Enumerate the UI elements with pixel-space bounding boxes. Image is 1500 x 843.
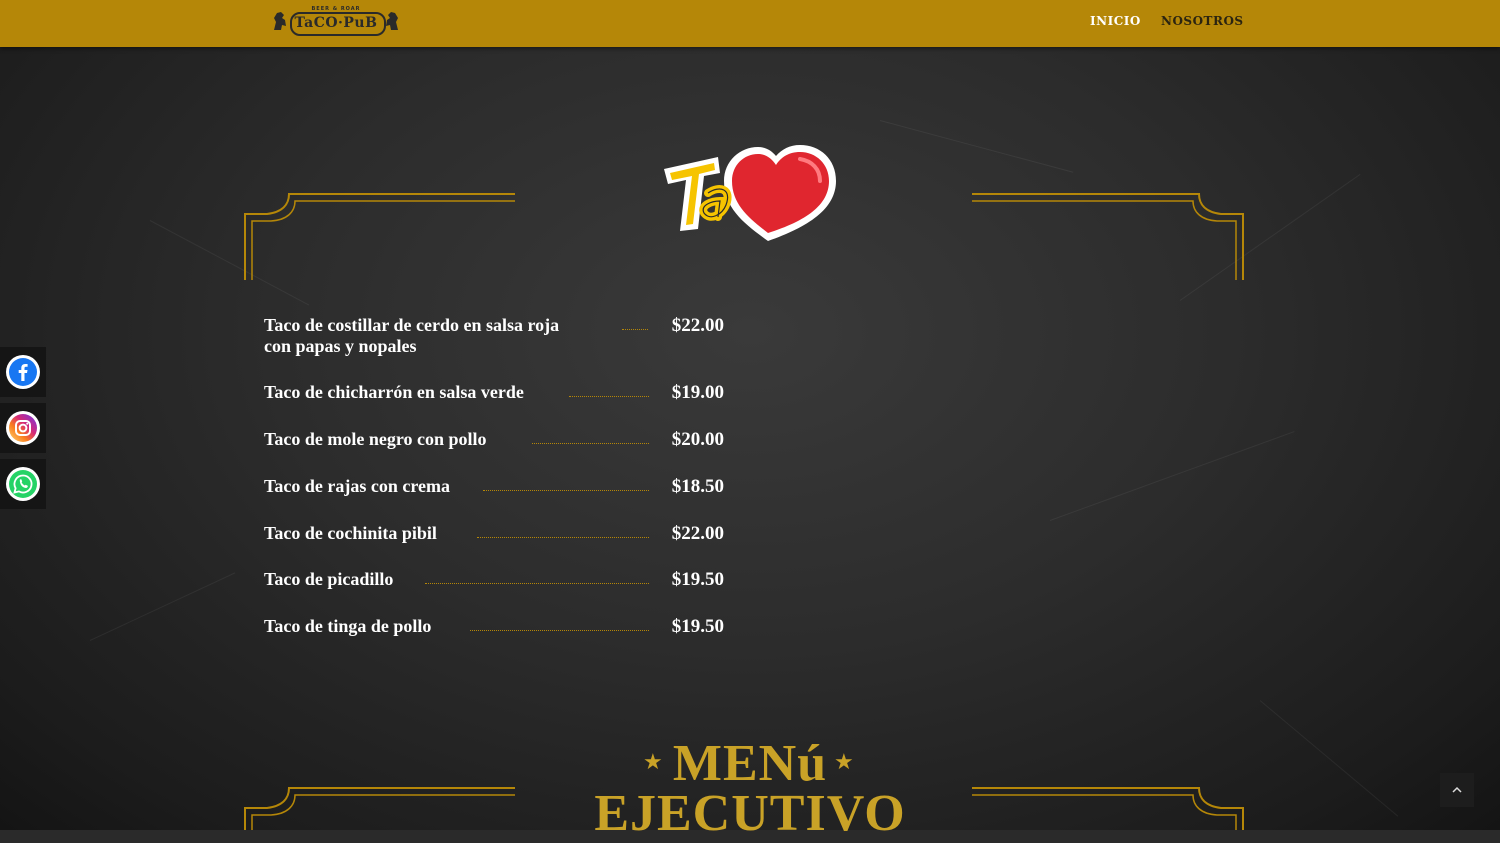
menu-item-cochinita — [264, 523, 724, 547]
menu-item-price: $20.00 — [671, 429, 724, 450]
brand-name: TaCO·PuB — [294, 15, 378, 31]
facebook-icon — [8, 357, 38, 387]
menu-item-name-line2: con papas y nopales — [264, 336, 417, 356]
top-navbar — [0, 0, 1500, 47]
chevron-up-icon — [1451, 784, 1463, 796]
menu-item-name: Taco de cochinita pibil — [264, 523, 437, 543]
menu-item-name: Taco de picadillo — [264, 569, 394, 589]
menu-item-name-line1: Taco de costillar de cerdo en salsa roja — [264, 315, 560, 335]
instagram-icon — [8, 413, 38, 443]
dot-leader — [532, 443, 649, 444]
lion-right-icon — [384, 10, 400, 32]
ta-heart-logo — [660, 143, 840, 245]
chalk-scratch — [1050, 431, 1295, 521]
facebook-badge — [6, 355, 40, 389]
frame-corner-left-bottom-section — [243, 786, 518, 830]
menu-item-name: Taco de chicharrón en salsa verde — [264, 382, 524, 402]
star-right-icon: ★ — [834, 750, 854, 775]
whatsapp-icon — [8, 469, 38, 499]
menu-item-name: Taco de rajas con crema — [264, 476, 450, 496]
brand-logo[interactable] — [272, 6, 400, 36]
frame-corner-left — [243, 192, 518, 282]
chalk-scratch — [1260, 700, 1399, 816]
social-facebook-button[interactable] — [0, 347, 46, 397]
dot-leader — [622, 329, 648, 330]
menu-item-price: $19.50 — [671, 616, 724, 637]
nav-nosotros[interactable]: NOSOTROS — [1161, 14, 1244, 28]
menu-item-costillar — [264, 315, 724, 361]
chalk-scratch — [90, 572, 235, 641]
dot-leader — [470, 630, 649, 631]
instagram-badge — [6, 411, 40, 445]
menu-item-price: $19.50 — [671, 569, 724, 590]
section-title-ejecutivo: EJECUTIVO — [594, 785, 906, 842]
nav-inicio[interactable]: INICIO — [1090, 14, 1141, 28]
menu-item-price: $19.00 — [671, 382, 724, 403]
menu-item-price: $22.00 — [671, 315, 724, 336]
star-left-icon: ★ — [643, 750, 663, 775]
social-instagram-button[interactable] — [0, 403, 46, 453]
dot-leader — [483, 490, 649, 491]
back-to-top-button[interactable] — [1440, 773, 1474, 807]
menu-item-rajas — [264, 476, 724, 500]
menu-item-price: $18.50 — [671, 476, 724, 497]
social-whatsapp-button[interactable] — [0, 459, 46, 509]
frame-corner-right — [970, 192, 1245, 282]
dot-leader — [425, 583, 649, 584]
whatsapp-badge — [6, 467, 40, 501]
dot-leader — [477, 537, 649, 538]
menu-item-chicharron — [264, 382, 724, 406]
frame-corner-right-bottom-section — [970, 786, 1245, 830]
menu-item-picadillo — [264, 569, 724, 593]
menu-item-price: $22.00 — [671, 523, 724, 544]
menu-item-name: Taco de tinga de pollo — [264, 616, 432, 636]
section-title-menu: MENú — [672, 735, 828, 792]
menu-item-mole — [264, 429, 724, 453]
brand-tagline: BEER & ROAR — [311, 6, 361, 12]
dot-leader — [569, 396, 649, 397]
menu-item-tinga — [264, 616, 724, 640]
chalk-scratch — [880, 120, 1073, 173]
menu-item-name — [264, 315, 559, 357]
menu-item-name: Taco de mole negro con pollo — [264, 429, 487, 449]
